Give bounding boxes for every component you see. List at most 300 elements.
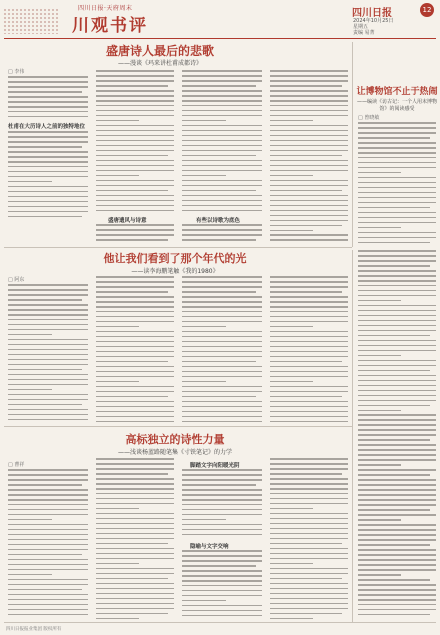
text-line	[96, 391, 174, 393]
text-line	[182, 80, 262, 82]
text-line	[182, 85, 256, 87]
text-line	[182, 175, 226, 177]
text-line	[358, 310, 436, 312]
text-line	[8, 514, 88, 516]
text-line	[8, 609, 88, 611]
text-line	[358, 479, 436, 481]
text-line	[8, 494, 88, 496]
text-line	[358, 132, 436, 134]
text-line	[182, 321, 262, 323]
text-line	[358, 405, 430, 407]
text-line	[96, 331, 174, 333]
text-line	[96, 316, 174, 318]
text-line	[182, 585, 262, 587]
text-line	[358, 385, 436, 387]
text-line	[182, 75, 262, 77]
text-line	[358, 434, 436, 436]
text-line	[358, 355, 401, 357]
text-line	[96, 401, 174, 403]
text-line	[8, 314, 88, 316]
text-line	[270, 234, 348, 236]
text-line	[270, 498, 348, 500]
text-line	[358, 395, 436, 397]
text-line	[270, 286, 348, 288]
column-badge: 四川日报·天府周末	[78, 5, 133, 12]
text-line	[8, 334, 52, 336]
text-line	[182, 570, 262, 572]
text-line	[96, 371, 174, 373]
text-line	[8, 151, 88, 153]
text-line	[358, 464, 401, 466]
text-line	[182, 286, 262, 288]
text-line	[270, 538, 348, 540]
text-line	[96, 513, 174, 515]
text-line	[182, 125, 262, 127]
text-line	[96, 618, 139, 620]
text-line	[96, 458, 174, 460]
text-line	[96, 286, 174, 288]
text-line	[358, 439, 430, 441]
text-line	[8, 474, 88, 476]
text-line	[8, 534, 88, 536]
text-line	[182, 499, 262, 501]
text-line	[182, 469, 262, 471]
text-line	[96, 229, 174, 231]
text-line	[182, 416, 262, 418]
text-line	[182, 110, 262, 112]
article-1-subtitle: ——漫谈《玛来讲杜甫成都诗》	[117, 60, 202, 67]
text-line	[358, 534, 436, 536]
text-line	[96, 80, 174, 82]
text-line	[96, 130, 174, 132]
text-line	[182, 550, 262, 552]
text-line	[8, 131, 88, 133]
text-line	[8, 379, 88, 381]
text-line	[358, 285, 436, 287]
text-line	[358, 330, 436, 332]
text-line	[270, 366, 348, 368]
text-line	[358, 187, 436, 189]
text-line	[270, 401, 348, 403]
text-line	[8, 299, 82, 301]
text-line	[8, 489, 88, 491]
text-line	[8, 201, 88, 203]
text-line	[96, 125, 174, 127]
article-3-headline: 他让我们看到了那个年代的光	[103, 252, 247, 265]
text-line	[96, 145, 174, 147]
text-line	[96, 115, 174, 117]
text-line	[270, 578, 342, 580]
text-line	[96, 200, 174, 202]
text-line	[8, 409, 88, 411]
text-line	[8, 309, 88, 311]
text-line	[270, 195, 348, 197]
text-line	[96, 498, 174, 500]
text-line	[358, 584, 436, 586]
text-line	[8, 539, 88, 541]
text-line	[8, 181, 52, 183]
text-line	[182, 331, 262, 333]
text-line	[8, 319, 88, 321]
text-line	[8, 166, 88, 168]
text-line	[8, 141, 88, 143]
text-line	[8, 216, 82, 218]
text-line	[270, 215, 348, 217]
text-line	[182, 346, 262, 348]
article-2-headline: 让博物馆不止于热闹	[356, 87, 438, 97]
text-line	[182, 185, 262, 187]
text-line	[8, 419, 88, 421]
text-line	[8, 206, 88, 208]
text-line	[358, 152, 436, 154]
text-line	[270, 583, 348, 585]
text-line	[96, 573, 174, 575]
text-line	[182, 600, 226, 602]
text-line	[96, 234, 174, 236]
text-line	[270, 356, 348, 358]
text-line	[358, 232, 436, 234]
text-line	[270, 508, 313, 510]
text-line	[8, 76, 88, 78]
text-line	[8, 284, 88, 286]
text-line	[182, 371, 262, 373]
text-line	[8, 589, 82, 591]
text-line	[182, 301, 262, 303]
text-line	[358, 280, 436, 282]
text-line	[182, 401, 262, 403]
article-2-byline: □ 曾晓敏	[358, 115, 380, 121]
article-1-col-3	[182, 70, 262, 215]
text-line	[8, 191, 88, 193]
text-line	[358, 380, 436, 382]
text-line	[8, 509, 88, 511]
text-line	[358, 549, 436, 551]
text-line	[182, 234, 262, 236]
text-line	[182, 95, 262, 97]
text-line	[8, 171, 88, 173]
text-line	[358, 360, 436, 362]
text-line	[96, 180, 174, 182]
text-line	[182, 195, 262, 197]
text-line	[270, 316, 348, 318]
text-line	[8, 519, 52, 521]
text-line	[96, 613, 168, 615]
text-line	[270, 105, 348, 107]
article-4-section-2: 隐喻与文字交响	[190, 544, 229, 550]
text-line	[358, 609, 436, 611]
text-line	[358, 504, 436, 506]
text-line	[358, 375, 436, 377]
text-line	[270, 421, 348, 423]
text-line	[96, 608, 174, 610]
text-line	[182, 504, 262, 506]
text-line	[8, 289, 88, 291]
text-line	[96, 478, 174, 480]
text-line	[270, 281, 348, 283]
text-line	[358, 345, 436, 347]
text-line	[182, 165, 262, 167]
text-line	[270, 165, 348, 167]
text-line	[358, 242, 430, 244]
text-line	[358, 227, 401, 229]
text-line	[96, 583, 174, 585]
text-line	[358, 579, 430, 581]
text-line	[8, 554, 82, 556]
text-line	[96, 291, 168, 293]
text-line	[182, 336, 262, 338]
article-2-subtitle: ——编读《访古记：一个人用末博物馆》的阅读感受	[356, 99, 437, 112]
text-line	[182, 590, 262, 592]
text-line	[270, 608, 348, 610]
text-line	[358, 340, 436, 342]
text-line	[96, 170, 174, 172]
text-line	[182, 524, 262, 526]
text-line	[182, 120, 226, 122]
text-line	[96, 336, 174, 338]
text-line	[96, 568, 174, 570]
text-line	[182, 145, 262, 147]
text-line	[96, 326, 139, 328]
article-1-col-3b	[182, 224, 262, 244]
text-line	[270, 513, 348, 515]
text-line	[358, 197, 436, 199]
text-line	[96, 493, 174, 495]
article-4-col-1	[8, 469, 88, 619]
text-line	[358, 410, 401, 412]
text-line	[270, 200, 348, 202]
text-line	[8, 524, 88, 526]
editor: 责编 易菁	[353, 30, 375, 36]
text-line	[270, 478, 348, 480]
text-line	[96, 548, 174, 550]
text-line	[96, 508, 139, 510]
text-line	[96, 421, 174, 423]
text-line	[358, 574, 401, 576]
text-line	[358, 172, 401, 174]
text-line	[182, 610, 262, 612]
text-line	[358, 192, 436, 194]
text-line	[270, 468, 348, 470]
text-line	[182, 239, 256, 241]
text-line	[270, 220, 348, 222]
text-line	[182, 376, 262, 378]
text-line	[8, 176, 88, 178]
text-line	[358, 222, 436, 224]
text-line	[358, 594, 436, 596]
text-line	[8, 549, 88, 551]
text-line	[8, 389, 52, 391]
text-line	[96, 306, 174, 308]
article-1-section-head: 杜甫在大历诗人之前的独特地位	[8, 124, 86, 130]
text-line	[270, 336, 348, 338]
article-4-col-3b	[182, 550, 262, 620]
text-line	[358, 509, 430, 511]
text-line	[96, 503, 174, 505]
text-line	[182, 180, 262, 182]
text-line	[270, 346, 348, 348]
text-line	[270, 90, 348, 92]
text-line	[270, 406, 348, 408]
text-line	[270, 341, 348, 343]
header-rule	[4, 38, 436, 39]
text-line	[96, 386, 174, 388]
text-line	[358, 400, 436, 402]
text-line	[182, 529, 262, 531]
footer-text: 四川日报报业集团 版权所有	[6, 627, 62, 632]
column-divider-lower	[352, 250, 353, 622]
text-line	[8, 146, 82, 148]
text-line	[96, 381, 139, 383]
text-line	[270, 528, 348, 530]
text-line	[182, 509, 262, 511]
text-line	[182, 311, 262, 313]
text-line	[182, 356, 262, 358]
text-line	[96, 603, 174, 605]
text-line	[96, 366, 174, 368]
text-line	[8, 394, 88, 396]
text-line	[96, 110, 174, 112]
text-line	[358, 454, 436, 456]
text-line	[270, 543, 342, 545]
text-line	[96, 301, 174, 303]
text-line	[182, 484, 256, 486]
text-line	[8, 364, 88, 366]
text-line	[270, 563, 313, 565]
article-4-headline: 高标独立的诗性力量	[125, 433, 225, 446]
article-3-byline: □ 阿东	[8, 277, 25, 283]
text-line	[358, 137, 430, 139]
text-line	[358, 414, 436, 416]
text-line	[182, 386, 262, 388]
article-2-body	[358, 122, 436, 247]
text-line	[182, 391, 262, 393]
text-line	[358, 390, 436, 392]
text-line	[96, 311, 174, 313]
article-3-col-3	[182, 276, 262, 426]
text-line	[182, 291, 256, 293]
text-line	[96, 95, 174, 97]
article-3-subtitle: ——读李海鹏笔触《我的1980》	[131, 268, 219, 275]
text-line	[270, 558, 348, 560]
text-line	[182, 575, 262, 577]
text-line	[270, 80, 348, 82]
text-line	[96, 588, 174, 590]
text-line	[358, 544, 430, 546]
text-line	[96, 346, 174, 348]
text-line	[358, 335, 430, 337]
text-line	[8, 136, 88, 138]
text-line	[8, 594, 88, 596]
text-line	[270, 411, 348, 413]
text-line	[8, 196, 88, 198]
text-line	[358, 217, 436, 219]
text-line	[358, 539, 436, 541]
text-line	[182, 580, 262, 582]
text-line	[96, 175, 139, 177]
text-line	[8, 479, 88, 481]
text-line	[8, 504, 88, 506]
text-line	[182, 474, 262, 476]
text-line	[270, 483, 348, 485]
text-line	[182, 555, 262, 557]
text-line	[358, 554, 436, 556]
text-line	[358, 589, 436, 591]
text-line	[8, 384, 88, 386]
text-line	[96, 185, 174, 187]
column-title: 川观书评	[72, 16, 148, 36]
article-1-col-2b	[96, 224, 174, 244]
header-dot-pattern	[3, 8, 59, 34]
text-line	[182, 489, 262, 491]
text-line	[270, 553, 348, 555]
text-line	[358, 559, 436, 561]
text-line	[358, 177, 436, 179]
text-line	[358, 167, 436, 169]
text-line	[8, 369, 82, 371]
text-line	[358, 147, 436, 149]
text-line	[96, 488, 174, 490]
text-line	[358, 265, 430, 267]
text-line	[270, 326, 313, 328]
text-line	[182, 160, 262, 162]
text-line	[270, 185, 348, 187]
mid-rule	[4, 247, 352, 248]
text-line	[96, 239, 168, 241]
text-line	[96, 523, 174, 525]
text-line	[270, 75, 348, 77]
article-1-section-2: 盛唐遗风与诗意	[108, 218, 147, 224]
text-line	[8, 559, 88, 561]
text-line	[8, 86, 88, 88]
text-line	[270, 603, 348, 605]
text-line	[358, 499, 436, 501]
text-line	[358, 469, 436, 471]
text-line	[8, 484, 82, 486]
text-line	[8, 499, 88, 501]
text-line	[8, 161, 88, 163]
text-line	[182, 605, 262, 607]
text-line	[182, 150, 262, 152]
text-line	[358, 305, 436, 307]
text-line	[358, 449, 436, 451]
text-line	[270, 396, 342, 398]
text-line	[96, 296, 174, 298]
article-2-body-continued	[358, 250, 436, 619]
text-line	[270, 588, 348, 590]
text-line	[182, 361, 256, 363]
text-line	[358, 325, 436, 327]
text-line	[270, 458, 348, 460]
text-line	[182, 224, 262, 226]
text-line	[182, 115, 262, 117]
text-line	[270, 488, 348, 490]
text-line	[182, 190, 256, 192]
text-line	[8, 414, 88, 416]
text-line	[358, 122, 436, 124]
text-line	[96, 140, 174, 142]
text-line	[358, 489, 436, 491]
text-line	[270, 180, 348, 182]
text-line	[182, 296, 262, 298]
text-line	[270, 503, 348, 505]
text-line	[182, 210, 262, 212]
text-line	[270, 155, 342, 157]
text-line	[182, 105, 262, 107]
text-line	[358, 569, 436, 571]
text-line	[8, 569, 88, 571]
text-line	[182, 411, 262, 413]
text-line	[96, 463, 174, 465]
